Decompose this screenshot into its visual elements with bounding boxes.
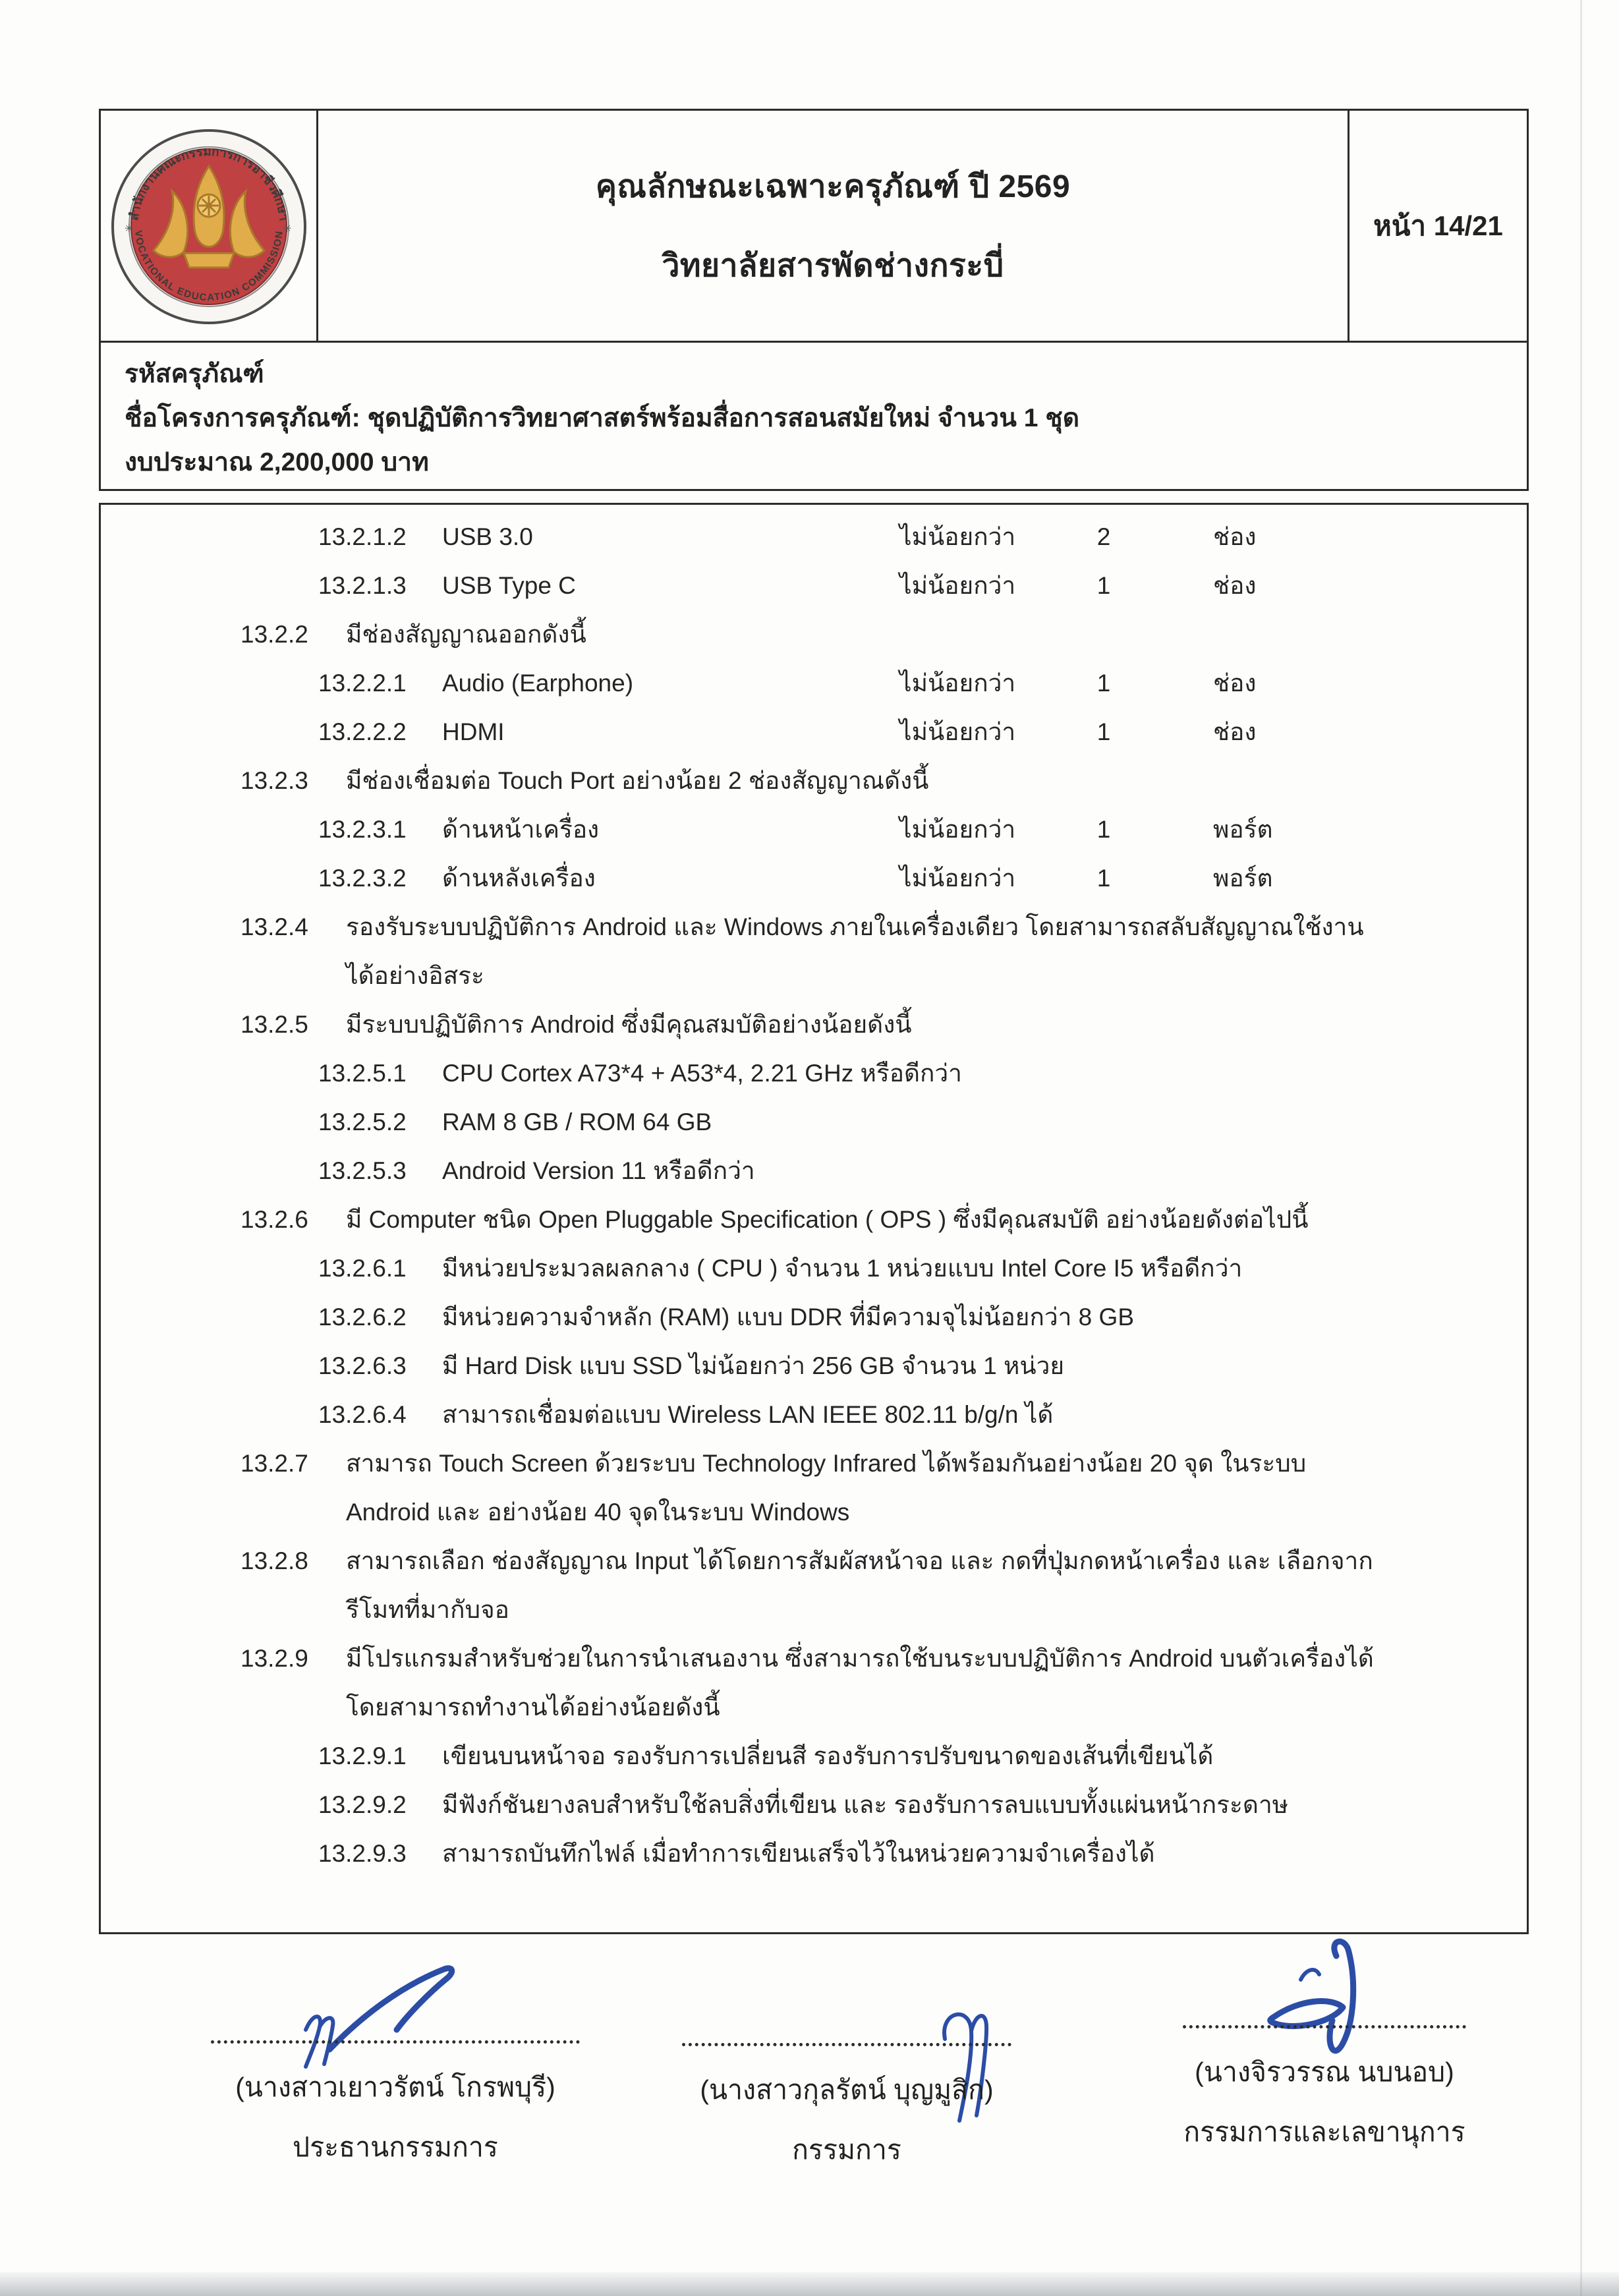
spec-quantity: 1 xyxy=(1096,865,1111,892)
spec-text-wrap xyxy=(101,854,1527,903)
spec-row xyxy=(101,854,1527,903)
spec-number: 13.2.3 xyxy=(241,767,308,794)
spec-text-wrap xyxy=(101,1147,1527,1195)
spec-text-wrap xyxy=(101,708,1527,757)
info-box xyxy=(99,341,1529,491)
document-title: คุณลักษณะเฉพาะครุภัณฑ์ ปี 2569 xyxy=(595,169,1071,204)
spec-text: สามารถบันทึกไฟล์ เมื่อทำการเขียนเสร็จไว้ในหน่วยความจำเครื่องได้ xyxy=(442,1840,1155,1867)
spec-row xyxy=(101,1000,1527,1049)
signature-block-secretary xyxy=(1107,2025,1542,2154)
budget-line: งบประมาณ 2,200,000 บาท xyxy=(125,448,429,476)
spec-text-wrap xyxy=(101,1829,1527,1878)
spec-text: สามารถ Touch Screen ด้วยระบบ Technology Infrared ได้พร้อมกันอย่างน้อย 20 จุด ในระบบ xyxy=(346,1450,1307,1477)
svg-text:VOCATIONAL EDUCATION COMMISSIO: VOCATIONAL EDUCATION COMMISSION xyxy=(132,229,285,304)
header-box xyxy=(99,109,1529,343)
spec-unit: ช่อง xyxy=(1213,670,1257,697)
spec-number: 13.2.2.2 xyxy=(318,718,407,745)
spec-text-wrap xyxy=(101,610,1527,659)
spec-number: 13.2.2 xyxy=(241,621,308,648)
spec-table xyxy=(101,513,1527,1878)
spec-text: มีฟังก์ชันยางลบสำหรับใช้ลบสิ่งที่เขียน และ รองรับการลบแบบทั้งแผ่นหน้ากระดาษ xyxy=(442,1791,1289,1818)
signatory-name: (นางจิรวรรณ นบนอบ) xyxy=(1195,2057,1454,2087)
spec-number: 13.2.8 xyxy=(241,1547,308,1574)
spec-text: มี Hard Disk แบบ SSD ไม่น้อยกว่า 256 GB จำนวน 1 หน่วย xyxy=(442,1352,1065,1379)
spec-text-wrap xyxy=(101,1781,1527,1829)
spec-row xyxy=(101,805,1527,854)
signatory-name: (นางสาวกุลรัตน์ บุญมูสิก) xyxy=(700,2075,994,2105)
spec-text: สามารถเลือก ช่องสัญญาณ Input ได้โดยการสัมผัสหน้าจอ และ กดที่ปุ่มกดหน้าเครื่อง และ เลือกจาก xyxy=(346,1547,1373,1574)
spec-quantity: 2 xyxy=(1096,523,1111,550)
spec-text-wrap xyxy=(101,1439,1527,1537)
spec-row xyxy=(101,1391,1527,1439)
spec-text-wrap xyxy=(101,757,1527,805)
spec-row xyxy=(101,1781,1527,1829)
spec-text: มีระบบปฏิบัติการ Android ซึ่งมีคุณสมบัติอย่างน้อยดังนี้ xyxy=(346,1011,912,1038)
spec-unit: ช่อง xyxy=(1213,572,1257,599)
signature-block-chairperson xyxy=(165,2040,626,2169)
spec-text-wrap xyxy=(101,1098,1527,1147)
spec-number: 13.2.5 xyxy=(241,1011,308,1038)
spec-text-wrap xyxy=(101,805,1527,854)
spec-row xyxy=(101,757,1527,805)
spec-condition: ไม่น้อยกว่า xyxy=(899,523,1016,550)
spec-text-wrap xyxy=(101,1342,1527,1391)
spec-condition: ไม่น้อยกว่า xyxy=(899,718,1016,745)
svg-text:✳: ✳ xyxy=(125,223,134,235)
spec-row xyxy=(101,610,1527,659)
spec-number: 13.2.6.1 xyxy=(318,1255,407,1282)
spec-number: 13.2.5.1 xyxy=(318,1060,407,1087)
signatory-role: กรรมการ xyxy=(792,2135,901,2165)
spec-number: 13.2.6.3 xyxy=(318,1352,407,1379)
spec-unit: พอร์ต xyxy=(1213,865,1273,892)
spec-number: 13.2.1.3 xyxy=(318,572,407,599)
spec-row xyxy=(101,1342,1527,1391)
spec-quantity: 1 xyxy=(1096,572,1111,599)
page-number: หน้า 14/21 xyxy=(1373,210,1503,241)
signature-dotted-line xyxy=(1183,2025,1466,2028)
project-name-line: ชื่อโครงการครุภัณฑ์: ชุดปฏิบัติการวิทยาศาสตร์พร้อมสื่อการสอนสมัยใหม่ จำนวน 1 ชุด xyxy=(125,404,1080,432)
spec-text: รองรับระบบปฏิบัติการ Android และ Windows ภายในเครื่องเดียว โดยสามารถสลับสัญญาณใช้งาน xyxy=(346,913,1364,940)
spec-row xyxy=(101,561,1527,610)
spec-row xyxy=(101,1537,1527,1634)
spec-condition: ไม่น้อยกว่า xyxy=(899,572,1016,599)
spec-row xyxy=(101,659,1527,708)
college-name: วิทยาลัยสารพัดช่างกระบี่ xyxy=(662,248,1004,283)
spec-text-wrap xyxy=(101,1634,1527,1732)
signatory-role: กรรมการและเลขานุการ xyxy=(1183,2117,1465,2147)
spec-text-wrap xyxy=(101,1049,1527,1098)
spec-row xyxy=(101,1732,1527,1781)
spec-text-wrap xyxy=(101,903,1527,1000)
spec-row xyxy=(101,1147,1527,1195)
spec-condition: ไม่น้อยกว่า xyxy=(899,816,1016,843)
spec-number: 13.2.9.1 xyxy=(318,1742,407,1769)
scanner-edge-band xyxy=(0,2272,1619,2296)
spec-text: มีช่องเชื่อมต่อ Touch Port อย่างน้อย 2 ช่องสัญญาณดังนี้ xyxy=(346,767,929,794)
spec-number: 13.2.5.2 xyxy=(318,1108,407,1135)
spec-text: มี Computer ชนิด Open Pluggable Specification ( OPS ) ซึ่งมีคุณสมบัติ อย่างน้อยดังต่อไปนี้ xyxy=(346,1206,1309,1233)
signature-block-member xyxy=(633,2043,1061,2171)
spec-text-wrap xyxy=(101,1244,1527,1293)
spec-number: 13.2.1.2 xyxy=(318,523,407,550)
spec-text: มีหน่วยประมวลผลกลาง ( CPU ) จำนวน 1 หน่วยแบบ Intel Core I5 หรือดีกว่า xyxy=(442,1255,1243,1282)
spec-row xyxy=(101,1098,1527,1147)
spec-number: 13.2.7 xyxy=(241,1450,308,1477)
spec-row xyxy=(101,1829,1527,1878)
page-number-cell xyxy=(1348,111,1527,341)
spec-text: มีช่องสัญญาณออกดังนี้ xyxy=(346,621,586,648)
spec-text-line2: ได้อย่างอิสระ xyxy=(346,962,484,989)
spec-text-wrap xyxy=(101,1000,1527,1049)
vocational-education-commission-seal-icon xyxy=(110,128,308,326)
spec-unit: พอร์ต xyxy=(1213,816,1273,843)
spec-row xyxy=(101,708,1527,757)
spec-number: 13.2.9 xyxy=(241,1645,308,1672)
spec-text: สามารถเชื่อมต่อแบบ Wireless LAN IEEE 802.11 b/g/n ได้ xyxy=(442,1401,1054,1428)
spec-text: RAM 8 GB / ROM 64 GB xyxy=(442,1108,712,1135)
signatory-name: (นางสาวเยาวรัตน์ โกรพบุรี) xyxy=(235,2072,555,2102)
spec-text-wrap xyxy=(101,1195,1527,1244)
spec-number: 13.2.3.1 xyxy=(318,816,407,843)
spec-text-line2: Android และ อย่างน้อย 40 จุดในระบบ Windows xyxy=(346,1499,850,1526)
spec-row xyxy=(101,1049,1527,1098)
spec-text-wrap xyxy=(101,1537,1527,1634)
spec-row xyxy=(101,1293,1527,1342)
spec-text: เขียนบนหน้าจอ รองรับการเปลี่ยนสี รองรับการปรับขนาดของเส้นที่เขียนได้ xyxy=(442,1742,1214,1769)
logo-cell xyxy=(101,111,318,341)
spec-text-wrap xyxy=(101,1391,1527,1439)
spec-number: 13.2.6.2 xyxy=(318,1304,407,1331)
spec-number: 13.2.6.4 xyxy=(318,1401,407,1428)
spec-number: 13.2.2.1 xyxy=(318,670,407,697)
spec-condition: ไม่น้อยกว่า xyxy=(899,865,1016,892)
spec-quantity: 1 xyxy=(1096,816,1111,843)
svg-text:สำนักงานคณะกรรมการการอาชีวศึกษ: สำนักงานคณะกรรมการการอาชีวศึกษา xyxy=(127,144,291,222)
spec-text-wrap xyxy=(101,1732,1527,1781)
spec-text-wrap xyxy=(101,561,1527,610)
spec-number: 13.2.6 xyxy=(241,1206,308,1233)
spec-text-line2: โดยสามารถทำงานได้อย่างน้อยดังนี้ xyxy=(346,1694,720,1721)
spec-unit: ช่อง xyxy=(1213,523,1257,550)
signature-dotted-line xyxy=(682,2043,1011,2046)
spec-text-wrap xyxy=(101,513,1527,561)
spec-text: มีหน่วยความจำหลัก (RAM) แบบ DDR ที่มีความจุไม่น้อยกว่า 8 GB xyxy=(442,1304,1135,1331)
spec-row xyxy=(101,1195,1527,1244)
spec-text: Android Version 11 หรือดีกว่า xyxy=(442,1157,755,1184)
spec-number: 13.2.4 xyxy=(241,913,308,940)
spec-text: USB 3.0 xyxy=(442,523,533,550)
signature-dotted-line xyxy=(211,2040,580,2044)
spec-row xyxy=(101,1634,1527,1732)
spec-box xyxy=(99,503,1529,1934)
spec-text: HDMI xyxy=(442,718,505,745)
spec-condition: ไม่น้อยกว่า xyxy=(899,670,1016,697)
spec-text: ด้านหน้าเครื่อง xyxy=(442,816,600,843)
title-cell xyxy=(318,111,1348,341)
spec-text: CPU Cortex A73*4 + A53*4, 2.21 GHz หรือดีกว่า xyxy=(442,1060,962,1087)
spec-text: มีโปรแกรมสำหรับช่วยในการนำเสนองาน ซึ่งสามารถใช้บนระบบปฏิบัติการ Android บนตัวเครื่องได้ xyxy=(346,1645,1374,1672)
spec-number: 13.2.3.2 xyxy=(318,865,407,892)
spec-unit: ช่อง xyxy=(1213,718,1257,745)
equipment-code-label: รหัสครุภัณฑ์ xyxy=(125,360,264,388)
scanner-streak-artifact xyxy=(1580,0,1582,2296)
spec-text: Audio (Earphone) xyxy=(442,670,634,697)
spec-row xyxy=(101,513,1527,561)
spec-text: USB Type C xyxy=(442,572,576,599)
spec-quantity: 1 xyxy=(1096,718,1111,745)
spec-text-wrap xyxy=(101,1293,1527,1342)
spec-text: ด้านหลังเครื่อง xyxy=(442,865,596,892)
spec-row xyxy=(101,1244,1527,1293)
spec-row xyxy=(101,903,1527,1000)
spec-number: 13.2.9.3 xyxy=(318,1840,407,1867)
signatory-role: ประธานกรรมการ xyxy=(293,2132,498,2162)
spec-quantity: 1 xyxy=(1096,670,1111,697)
spec-text-line2: รีโมทที่มากับจอ xyxy=(346,1596,509,1623)
svg-text:✳: ✳ xyxy=(283,223,292,235)
spec-row xyxy=(101,1439,1527,1537)
spec-number: 13.2.5.3 xyxy=(318,1157,407,1184)
spec-number: 13.2.9.2 xyxy=(318,1791,407,1818)
spec-text-wrap xyxy=(101,659,1527,708)
